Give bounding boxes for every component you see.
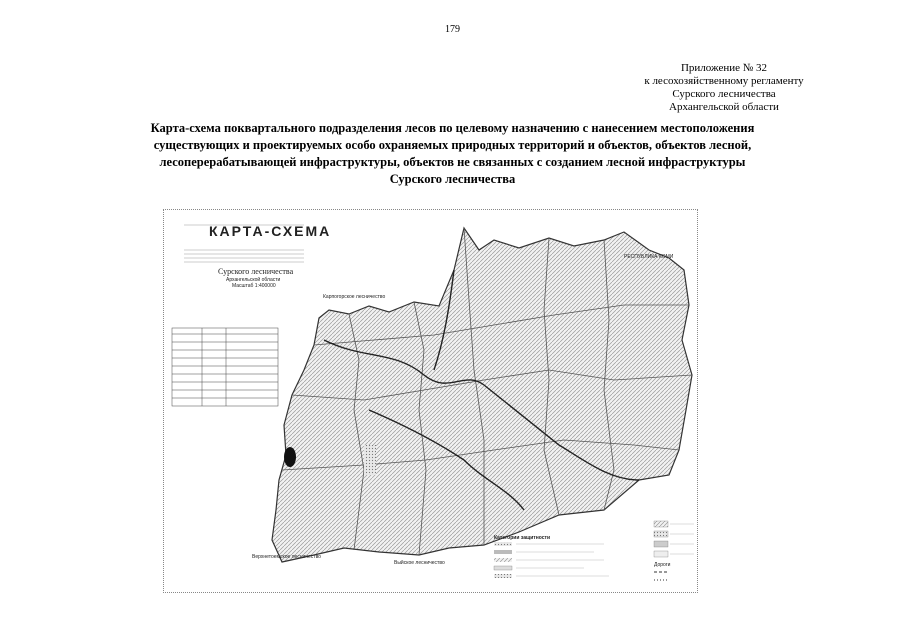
neighbor-east-label: РЕСПУБЛИКА КОМИ	[624, 254, 674, 260]
appendix-line: Сурского лесничества	[672, 88, 776, 100]
title-line: существующих и проектируемых особо охраняемых природных территорий и объектов, объектов лесной,	[153, 138, 752, 152]
map-scheme-image	[163, 209, 698, 593]
legend-table	[172, 328, 278, 406]
map-forestry-name: Сурского лесничества	[218, 267, 294, 276]
map-heading: КАРТА-СХЕМА	[209, 223, 332, 239]
appendix-line: Приложение № 32	[680, 62, 768, 74]
title-line: Сурского лесничества	[389, 172, 516, 186]
legend-symbols	[654, 521, 694, 580]
map-scale: Масштаб 1:400000	[232, 283, 276, 289]
title-line: лесоперерабатывающей инфраструктуры, объектов не связанных с созданием лесной инфраструктуры	[159, 155, 746, 169]
protected-zone	[364, 445, 376, 475]
protected-object-marker	[284, 447, 296, 467]
document-title	[60, 120, 845, 188]
neighbor-north-label: Карпогорское лесничество	[323, 294, 386, 300]
forestry-territory	[272, 228, 692, 562]
legend-roads-label: Дороги	[654, 562, 671, 568]
appendix-block	[600, 62, 848, 114]
title-line: Карта-схема поквартального подразделения лесов по целевому назначению с нанесением местоположения	[150, 121, 755, 135]
neighbor-southwest-label: Верхнетоемское лесничество	[252, 554, 321, 560]
legend-categories	[494, 542, 609, 578]
appendix-line: Архангельской области	[669, 101, 779, 113]
neighbor-south-label: Выйское лесничество	[394, 560, 445, 566]
map-region: Архангельской области	[226, 277, 281, 283]
appendix-line: к лесохозяйственному регламенту	[644, 75, 804, 87]
legend-title: Категории защитности	[494, 535, 551, 541]
page-number: 179	[445, 24, 460, 35]
